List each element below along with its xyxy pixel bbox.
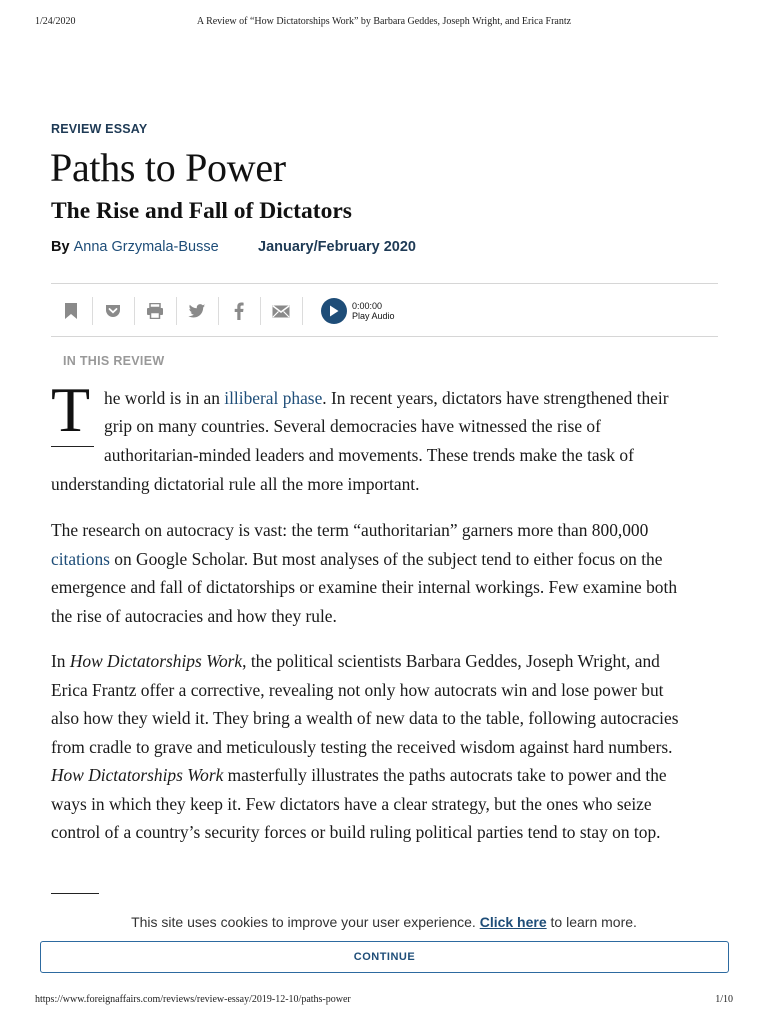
print-url: https://www.foreignaffairs.com/reviews/review-essay/2019-12-10/paths-power <box>35 994 351 1005</box>
drop-cap: T <box>51 374 91 445</box>
toolbar-bottom-divider <box>51 336 718 337</box>
email-icon[interactable] <box>261 297 301 325</box>
paragraph-line: he world is in an illiberal phase. In recent years, dictators have strengthened their <box>104 388 669 408</box>
paragraph-line: Erica Frantz offer a corrective, revealing not only how autocrats win and lose power but <box>51 680 664 700</box>
print-date: 1/24/2020 <box>35 16 76 27</box>
byline <box>51 239 219 255</box>
article-toolbar <box>51 293 718 329</box>
author-link[interactable]: Anna Grzymala-Busse <box>73 239 219 255</box>
book-title: How Dictatorships Work <box>51 765 224 785</box>
paragraph-line: The research on autocracy is vast: the term “authoritarian” garners more than 800,000 <box>51 520 649 540</box>
play-audio-button[interactable] <box>321 297 395 325</box>
audio-info <box>352 301 395 321</box>
cookie-learn-more-link[interactable]: Click here <box>479 914 547 930</box>
paragraph-line: understanding dictatorial rule all the more important. <box>51 474 420 494</box>
audio-time: 0:00:00 <box>352 301 383 311</box>
toolbar-separator <box>302 297 303 325</box>
book-title: How Dictatorships Work <box>69 651 243 671</box>
play-icon[interactable] <box>321 298 347 324</box>
audio-label: Play Audio <box>352 311 395 321</box>
article-subtitle: The Rise and Fall of Dictators <box>51 198 352 224</box>
print-footer <box>35 994 733 1008</box>
print-header <box>35 16 733 30</box>
print-icon[interactable] <box>135 297 175 325</box>
drop-cap-rule <box>51 446 94 447</box>
paragraph-line: emergence and fall of dictatorships or examine their internal workings. Few examine both <box>51 577 678 597</box>
in-this-review-toggle[interactable]: IN THIS REVIEW <box>63 354 165 368</box>
cookie-continue-button[interactable]: CONTINUE <box>40 941 729 973</box>
bookmark-icon[interactable] <box>51 297 91 325</box>
facebook-icon[interactable] <box>219 297 259 325</box>
issue-date-link[interactable]: January/February 2020 <box>258 239 416 255</box>
article-title: Paths to Power <box>50 145 286 190</box>
paragraph-line: grip on many countries. Several democracies have witnessed the rise of <box>104 416 601 436</box>
paragraph-line: ways in which they keep it. Few dictators have a clear strategy, but the ones who seize <box>51 794 652 814</box>
cookie-message: This site uses cookies to improve your user experience. Click here to learn more. <box>131 914 637 930</box>
twitter-icon[interactable] <box>177 297 217 325</box>
paragraph-line: In How Dictatorships Work, the political scientists Barbara Geddes, Joseph Wright, and <box>51 651 660 671</box>
paragraph-line: How Dictatorships Work masterfully illustrates the paths autocrats take to power and the <box>51 765 667 785</box>
paragraph-line: authoritarian-minded leaders and movements. These trends make the task of <box>104 445 634 465</box>
paragraph-line: the rise of autocracies and how they rule. <box>51 606 337 626</box>
print-page-number: 1/10 <box>715 994 733 1005</box>
paragraph-line: citations on Google Scholar. But most analyses of the subject tend to either focus on the <box>51 549 663 569</box>
print-document-title: A Review of “How Dictatorships Work” by Barbara Geddes, Joseph Wright, and Erica Frantz <box>196 16 572 27</box>
paragraph-line: control of a country’s security forces or build ruling political parties tend to stay on top. <box>51 822 661 842</box>
paragraph-line: also how they wield it. They bring a wealth of new data to the table, following autocracies <box>51 708 679 728</box>
citations-link[interactable]: citations <box>51 549 110 569</box>
illiberal-phase-link[interactable]: illiberal phase <box>224 388 323 408</box>
paragraph-line: from cradle to grave and meticulously testing the received wisdom against hard numbers. <box>51 737 673 757</box>
toolbar-top-divider <box>51 283 718 284</box>
article-kicker[interactable]: REVIEW ESSAY <box>51 122 148 136</box>
section-divider <box>51 893 99 894</box>
pocket-icon[interactable] <box>93 297 133 325</box>
cookie-banner <box>0 905 768 985</box>
by-label: By <box>51 239 70 255</box>
